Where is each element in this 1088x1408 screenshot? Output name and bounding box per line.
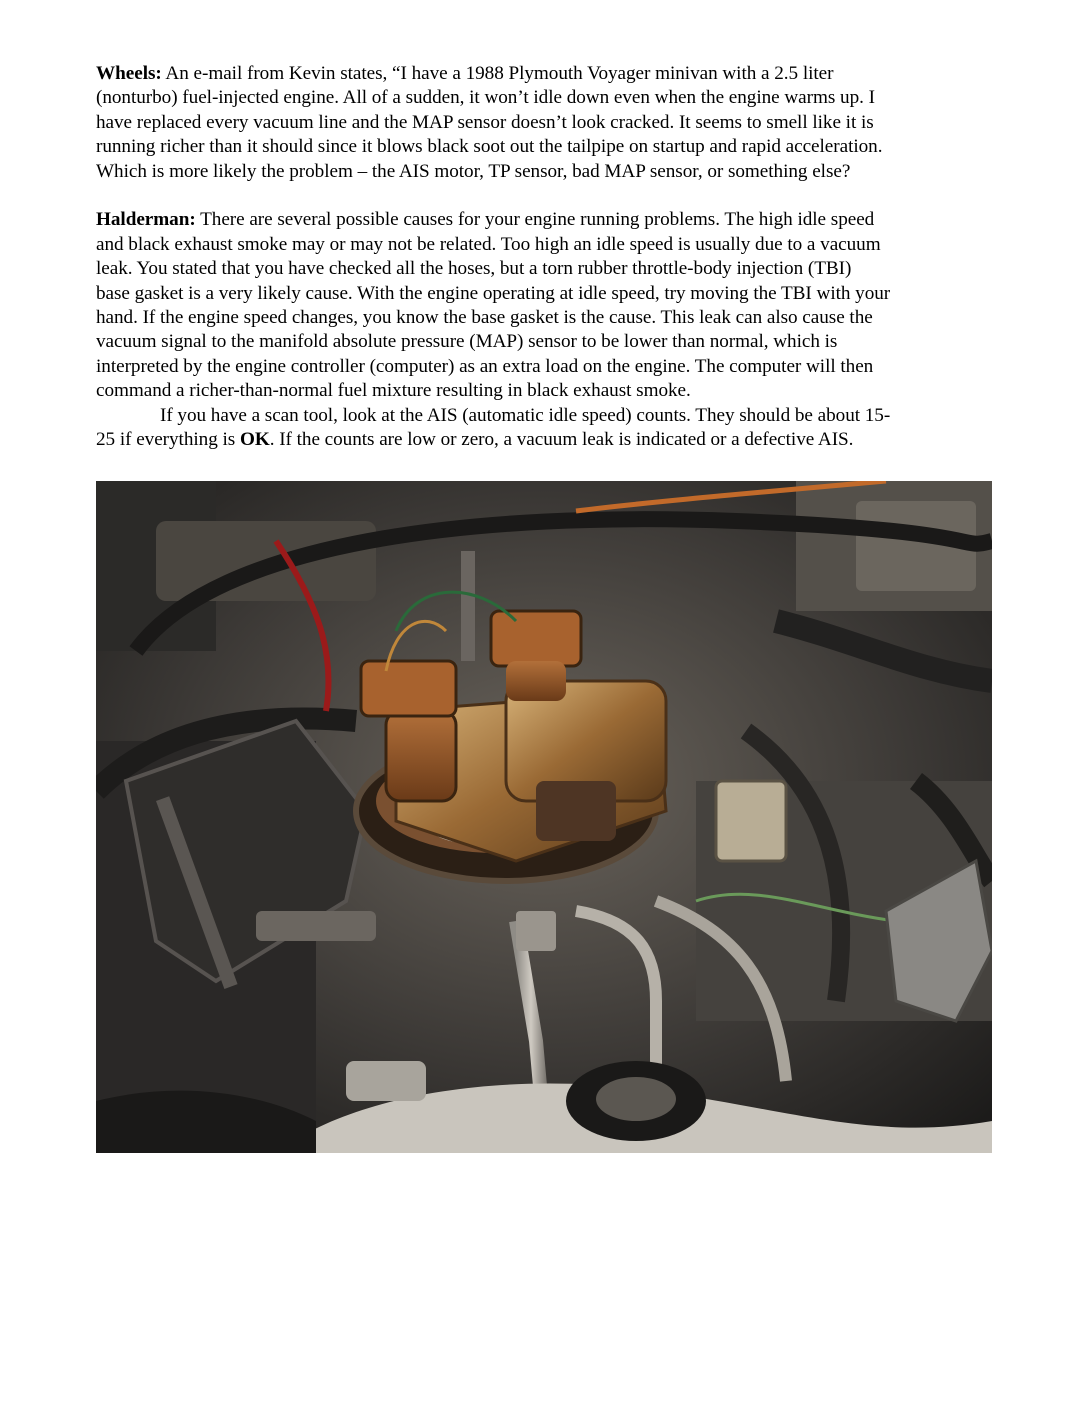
answer-line: and black exhaust smoke may or may not be related. Too high an idle speed is usually due to a vacuum — [96, 233, 881, 255]
answer-line: interpreted by the engine controller (computer) as an extra load on the engine. The computer will then — [96, 355, 874, 377]
question-line: Wheels: An e-mail from Kevin states, “I have a 1988 Plymouth Voyager minivan with a 2.5 liter — [96, 63, 834, 84]
question-line: running richer than it should since it blows black soot out the tailpipe on startup and rapid acceleration. — [96, 136, 883, 158]
answer-line: hand. If the engine speed changes, you know the base gasket is the cause. This leak can also cause the — [96, 307, 873, 329]
question-label: Wheels: — [96, 63, 162, 84]
article-text — [96, 62, 996, 452]
answer-line: If you have a scan tool, look at the AIS (automatic idle speed) counts. They should be about 15- — [160, 404, 891, 426]
answer-line: leak. You stated that you have checked all the hoses, but a torn rubber throttle-body injection (TBI) — [96, 258, 852, 280]
engine-photo-drawing — [96, 481, 992, 1153]
answer-line: Halderman: There are several possible causes for your engine running problems. The high idle speed — [96, 209, 875, 231]
question-line: Which is more likely the problem – the AIS motor, TP sensor, bad MAP sensor, or something else? — [96, 160, 851, 182]
engine-photo — [96, 481, 992, 1153]
question-line: have replaced every vacuum line and the MAP sensor doesn’t look cracked. It seems to smell like it is — [96, 111, 874, 133]
question-line: (nonturbo) fuel-injected engine. All of a sudden, it won’t idle down even when the engine warms up. I — [96, 87, 875, 109]
answer-label: Halderman: — [96, 209, 196, 231]
paragraph-gap — [96, 184, 996, 208]
answer-line: base gasket is a very likely cause. With the engine operating at idle speed, try moving the TBI with your — [96, 282, 891, 304]
answer-line: 25 if everything is OK. If the counts are low or zero, a vacuum leak is indicated or a defective AIS. — [96, 429, 854, 451]
ok-emphasis: OK — [239, 429, 270, 451]
answer-line: vacuum signal to the manifold absolute pressure (MAP) sensor to be lower than normal, which is — [96, 331, 838, 353]
answer-line: command a richer-than-normal fuel mixture resulting in black exhaust smoke. — [96, 380, 691, 402]
